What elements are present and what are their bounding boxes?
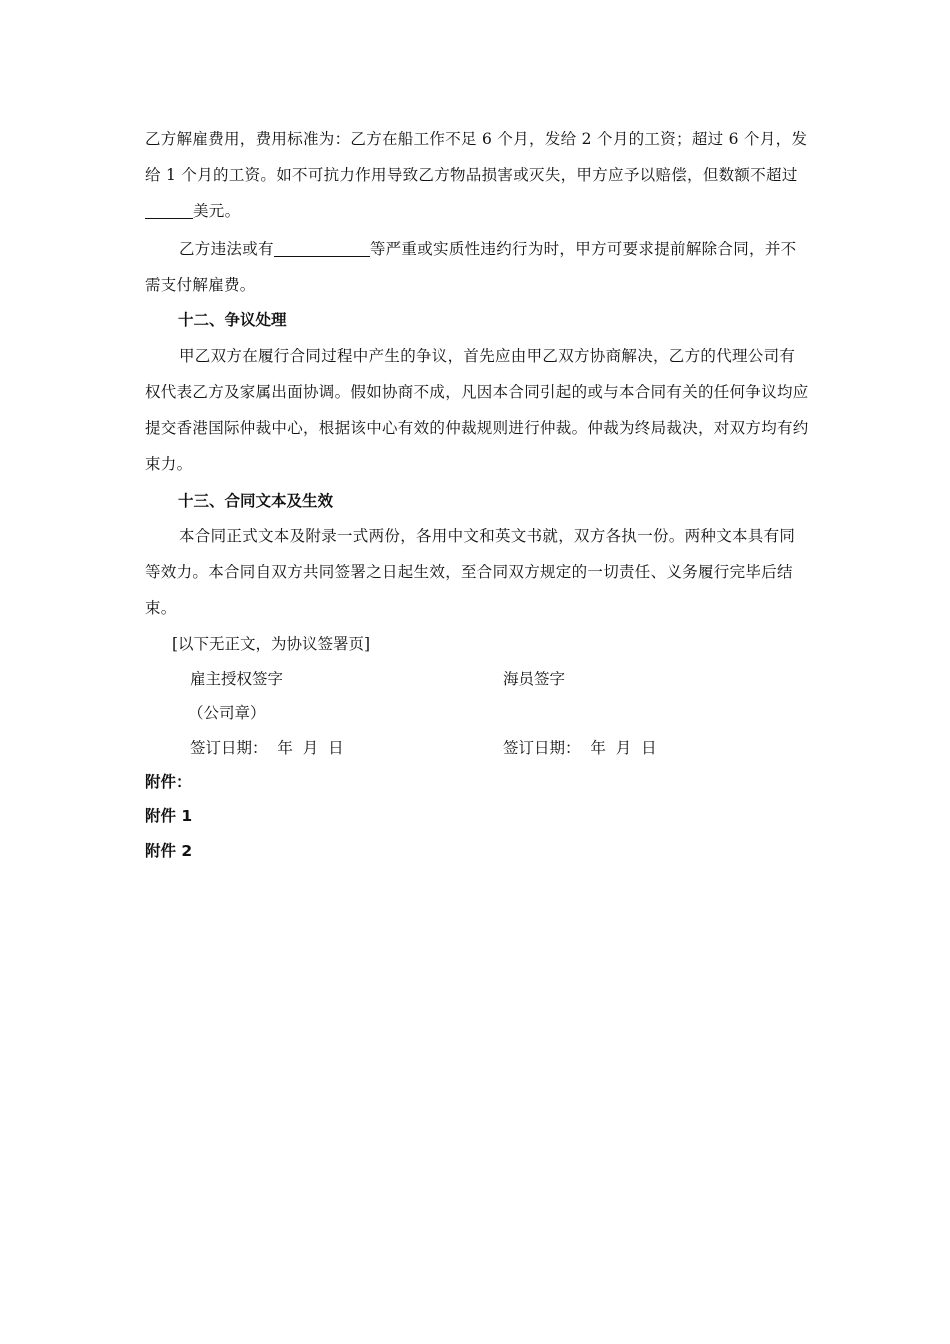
annex-item-1: 附件 1: [145, 807, 193, 825]
clause11-p1-tail: 美元。: [193, 202, 241, 220]
clause13-heading: 十三、合同文本及生效: [178, 492, 334, 510]
employer-sign-date: 签订日期： 年 月 日: [190, 739, 344, 757]
annex-title: 附件：: [145, 773, 192, 791]
seaman-sign-date: 签订日期： 年 月 日: [503, 739, 657, 757]
amount-blank: [145, 202, 193, 219]
signature-page-note: [以下无正文，为协议签署页]: [172, 635, 371, 653]
clause11-p2-head: 乙方违法或有: [179, 240, 274, 258]
violation-blank: [274, 240, 370, 257]
employer-signature-label: 雇主授权签字: [190, 670, 284, 688]
clause12-heading: 十二、争议处理: [178, 311, 287, 329]
seaman-signature-label: 海员签字: [503, 670, 566, 688]
clause11-paragraph-1: [145, 121, 810, 229]
clause11-paragraph-2: [145, 231, 810, 303]
clause11-p2-tail: 等严重或实质性违约行为时，甲方可要求提前解除合同，并不需支付解雇费。: [145, 240, 797, 294]
company-seal-label: （公司章）: [188, 704, 266, 722]
annex-item-2: 附件 2: [145, 842, 193, 860]
clause11-p1-text: 乙方解雇费用，费用标准为：乙方在船工作不足 6 个月，发给 2 个月的工资；超过 6 个月，发给 1 个月的工资。如不可抗力作用导致乙方物品损害或灭失，甲方应予以赔偿，但数额不超过: [145, 130, 808, 184]
clause13-body: 本合同正式文本及附录一式两份，各用中文和英文书就，双方各执一份。两种文本具有同等效力。本合同自双方共同签署之日起生效，至合同双方规定的一切责任、义务履行完毕后结束。: [145, 527, 796, 617]
clause12-body: 甲乙双方在履行合同过程中产生的争议，首先应由甲乙双方协商解决，乙方的代理公司有权代表乙方及家属出面协调。假如协商不成，凡因本合同引起的或与本合同有关的任何争议均应提交香港国际仲裁中心，根据该中心有效的仲裁规则进行仲裁。仲裁为终局裁决，对双方均有约束力。: [145, 347, 809, 473]
